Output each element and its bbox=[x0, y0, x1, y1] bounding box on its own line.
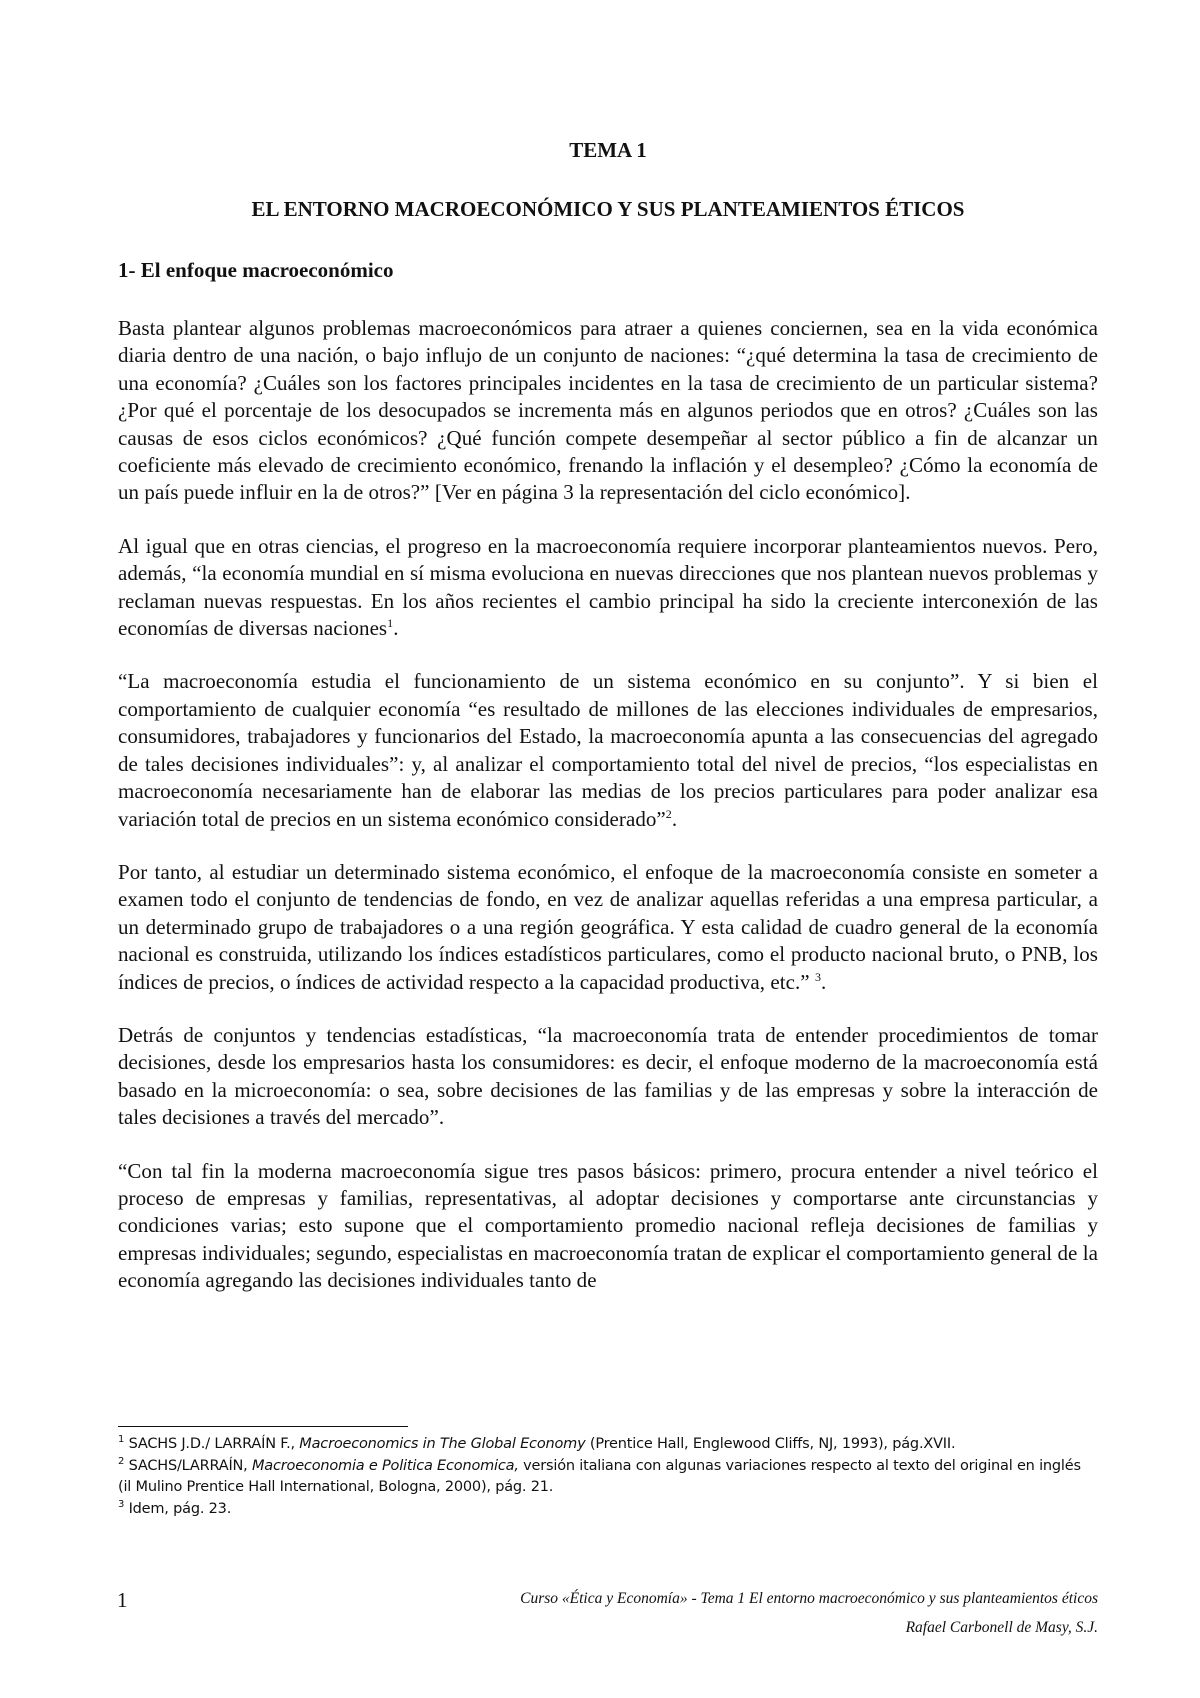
footnote-text: versión italiana con algunas variaciones respecto al texto del original en inglés (il Mulino Prentice Hall International, Bologna, 2000), pág. 21. bbox=[118, 1457, 1081, 1495]
footnote-title: Macroeconomics in The Global Economy bbox=[299, 1436, 586, 1452]
footnote-ref-2[interactable]: 2 bbox=[665, 806, 672, 821]
footnote-number: 2 bbox=[118, 1455, 125, 1467]
paragraph-5: Detrás de conjuntos y tendencias estadísticas, “la macroeconomía trata de entender procedimientos de tomar decisiones, desde los empresarios hasta los consumidores: es decir, el enfoque moderno de la macroeconomía está basado en la microeconomía: o sea, sobre decisiones de las familias y de las empresas y sobre la interacción de tales decisiones a través del mercado”. bbox=[118, 1022, 1098, 1130]
footnote-number: 3 bbox=[118, 1498, 125, 1510]
paragraph-3-text: “La macroeconomía estudia el funcionamiento de un sistema económico en su conjunto”. Y si bien el comportamiento de cualquier economía “es resultado de millones de las elecciones individuales de empresarios, consumidores, trabajadores y funcionarios del Estado, la macroeconomía apunta a las consecuencias del agregado de tales decisiones individuales”: y, al analizar el comportamiento total del nivel de precios, “los especialistas en macroeconomía necesariamente han de elaborar las medias de los precios particulares para poder analizar esa variación total de precios en un sistema económico considerado” bbox=[118, 669, 1098, 831]
document-title: EL ENTORNO MACROECONÓMICO Y SUS PLANTEAMIENTOS ÉTICOS bbox=[251, 197, 965, 221]
paragraph-6: “Con tal fin la moderna macroeconomía sigue tres pasos básicos: primero, procura entender a nivel teórico el proceso de empresas y familias, representativas, al adoptar decisiones y comportarse ante circunstancias y condiciones varias; esto supone que el comportamiento promedio nacional refleja decisiones de familias y empresas individuales; segundo, especialistas en macroeconomía tratan de explicar el comportamiento general de la economía agregando las decisiones individuales tanto de bbox=[118, 1158, 1098, 1293]
footnote-text: SACHS J.D./ LARRAÍN F., bbox=[124, 1436, 300, 1452]
paragraph-3 bbox=[118, 668, 1098, 832]
paragraph-2-end: . bbox=[393, 616, 399, 641]
paragraph-2-text: Al igual que en otras ciencias, el progreso en la macroeconomía requiere incorporar planteamientos nuevos. Pero, además, “la economía mundial en sí misma evoluciona en nuevas direcciones que nos plantean nuevos problemas y reclaman nuevas respuestas. En los años recientes el cambio principal ha sido la creciente interconexión de las economías de diversas naciones bbox=[118, 533, 1098, 641]
footnote-ref-3[interactable]: 3 bbox=[814, 969, 822, 984]
paragraph-4-end: . bbox=[821, 969, 827, 994]
footnote-title: Macroeconomia e Politica Economica, bbox=[252, 1457, 519, 1474]
footnote-1 bbox=[118, 1434, 1098, 1456]
footnotes bbox=[118, 1434, 1098, 1520]
paragraph-4 bbox=[118, 859, 1098, 996]
footnote-2 bbox=[118, 1456, 1098, 1499]
paragraph-2 bbox=[118, 533, 1098, 643]
page-number: 1 bbox=[117, 1588, 128, 1612]
section-heading: 1- El enfoque macroeconómico bbox=[118, 258, 394, 282]
paragraph-4-text: Por tanto, al estudiar un determinado sistema económico, el enfoque de la macroeconomía consiste en someter a examen todo el conjunto de tendencias de fondo, en vez de analizar aquellas referidas a una empresa particular, a un determinado grupo de trabajadores o a una región geográfica. Y esta calidad de cuadro general de la economía nacional es construida, utilizando los índices estadísticos particulares, como el producto nacional bruto, o PNB, los índices de precios, o índices de actividad respecto a la capacidad productiva, etc.” bbox=[118, 859, 1098, 994]
paragraph-1: Basta plantear algunos problemas macroeconómicos para atraer a quienes conciernen, sea en la vida económica diaria dentro de una nación, o bajo influjo de un conjunto de naciones: “¿qué determina la tasa de crecimiento de una economía? ¿Cuáles son los factores principales incidentes en la tasa de crecimiento de un particular sistema? ¿Por qué el porcentaje de los desocupados se incrementa más en algunos periodos que en otros? ¿Cuáles son las causas de esos ciclos económicos? ¿Qué función compete desempeñar al sector público a fin de alcanzar un coeficiente más elevado de crecimiento económico, frenando la inflación y el desempleo? ¿Cómo la economía de un país puede influir en la de otros?” [Ver en página 3 la representación del ciclo económico]. bbox=[118, 316, 1098, 505]
main-content bbox=[118, 140, 1098, 1321]
footnote-number: 1 bbox=[118, 1434, 125, 1446]
running-footer-course: Curso «Ética y Economía» - Tema 1 El entorno macroeconómico y sus planteamientos éticos bbox=[520, 1590, 1098, 1607]
footnote-separator bbox=[118, 1426, 408, 1427]
footnote-text: (Prentice Hall, Englewood Cliffs, NJ, 1993), pág.XVII. bbox=[585, 1436, 956, 1452]
footnote-3 bbox=[118, 1499, 1098, 1521]
footnote-ref-1[interactable]: 1 bbox=[387, 616, 394, 631]
tema-label: TEMA 1 bbox=[569, 138, 647, 162]
footnote-text: SACHS/LARRAÍN, bbox=[124, 1457, 252, 1474]
footnote-text: Idem, pág. 23. bbox=[124, 1500, 232, 1517]
running-footer-author: Rafael Carbonell de Masy, S.J. bbox=[905, 1619, 1098, 1636]
paragraph-3-end: . bbox=[671, 806, 678, 831]
